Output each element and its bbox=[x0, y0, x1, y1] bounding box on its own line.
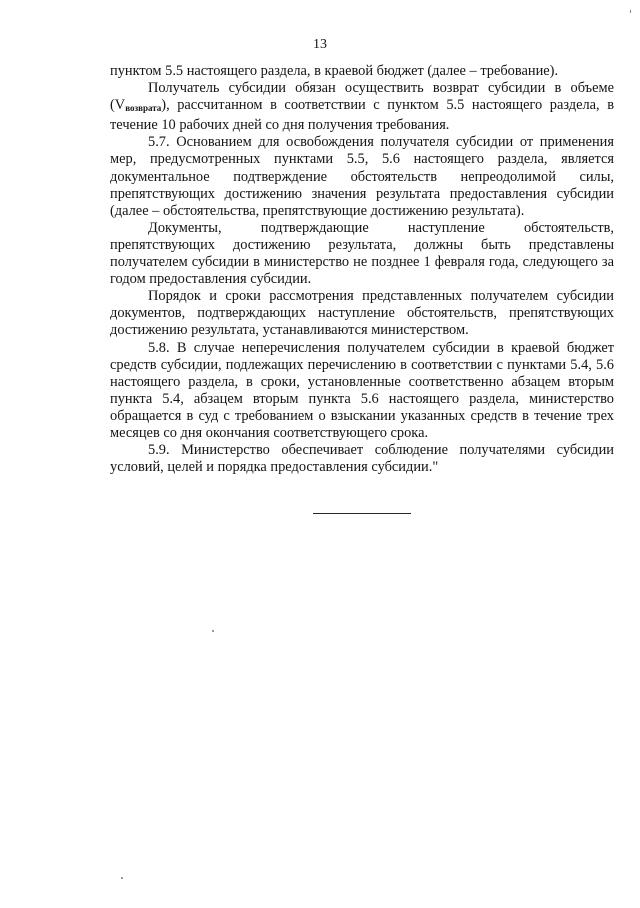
document-body bbox=[110, 63, 614, 476]
paragraph-text: Получатель субсидии обязан осуществить возврат субсидии в объеме (V bbox=[110, 80, 614, 114]
paragraph-documents: Документы, подтверждающие наступление обстоятельств, препятствующих достижению результата, должны быть представлены получателем субсидии в министерство не позднее 1 февраля года, следующего за годом предоставления субсидии. bbox=[110, 219, 614, 288]
paragraph-text: ), рассчитанном в соответствии с пунктом 5.5 настоящего раздела, в течение 10 рабочих дней со дня получения требования. bbox=[110, 97, 614, 134]
paragraph-5-8: 5.8. В случае неперечисления получателем субсидии в краевой бюджет средств субсидии, подлежащих перечислению в соответствии с пунктами 5.4, 5.6 настоящего раздела, в сроки, установленные соответственно абзацем вторым пункта 5.4, абзацем вторым пункта 5.6 настоящего раздела, министерство обращается в суд с требованием о взыскании указанных средств в течение трех месяцев со дня окончания соответствующего срока. bbox=[110, 339, 614, 441]
end-separator-line bbox=[313, 513, 411, 514]
paragraph-continuation: пунктом 5.5 настоящего раздела, в краевой бюджет (далее – требование). bbox=[110, 63, 559, 79]
paragraph-5-7: 5.7. Основанием для освобождения получателя субсидии от применения мер, предусмотренных пунктами 5.5, 5.6 настоящего раздела, является документальное подтверждение обстоятельств непреодолимой силы, препятствующих достижению значения результата предоставления субсидии (далее – обстоятельства, препятствующие достижению результата). bbox=[110, 134, 614, 219]
paragraph-review-procedure: Порядок и сроки рассмотрения представленных получателем субсидии документов, подтверждающих наступление обстоятельств, препятствующих достижению результата, устанавливаются министерством. bbox=[110, 288, 614, 339]
scan-speck bbox=[630, 10, 631, 13]
paragraph-5-9: 5.9. Министерство обеспечивает соблюдение получателями субсидии условий, целей и порядка предоставления субсидии." bbox=[110, 442, 614, 476]
page-number: 13 bbox=[313, 37, 327, 52]
scan-speck bbox=[121, 877, 123, 879]
volume-subscript: возврата bbox=[125, 103, 162, 114]
scan-speck bbox=[212, 630, 214, 632]
paragraph-refund-obligation bbox=[110, 80, 614, 134]
